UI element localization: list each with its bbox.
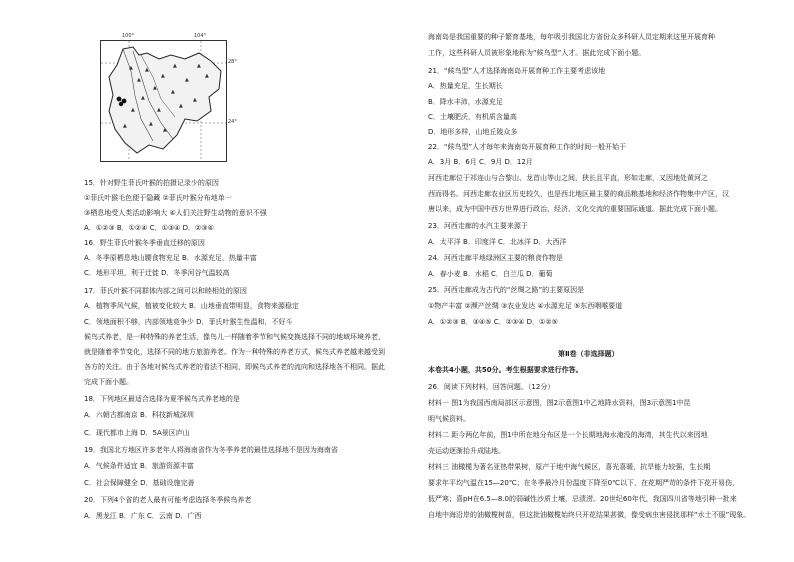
question-23: 23．河西走廊的水汽主要来源于 xyxy=(428,222,528,230)
svg-text:▲: ▲ xyxy=(193,97,197,103)
q18-ab: A．六朝古都南京 B．科技新城深圳 xyxy=(84,411,194,419)
lat-label-28: 28° xyxy=(228,59,237,65)
material-2-line-1: 材料二 距今两亿年前，图1中所在地分布区是一个长期地海水淹没的海湾，其生代以来因地 xyxy=(428,431,708,439)
question-20: 20．下列4个省的老人最有可能考虑选择冬季候鸟养老 xyxy=(84,496,252,504)
lon-label-100: 100° xyxy=(122,33,135,39)
question-24: 24．河西走廊平地绿洲区主要的粮食作物是 xyxy=(428,254,563,262)
svg-text:▲: ▲ xyxy=(153,85,157,91)
svg-text:▲: ▲ xyxy=(161,73,165,79)
q16-cd: C．地形平坦，利于迁徙 D．冬季河谷气温较高 xyxy=(84,269,230,277)
q25-answers: A．①②③ B．③④⑤ C．②③④ D．①②⑤ xyxy=(428,318,558,326)
q17-cd: C．领地面积不够，内部领地竞争少 D．菲氏叶猴生性温和，不好斗 xyxy=(84,318,293,326)
lon-label-104: 104° xyxy=(194,33,207,39)
question-17: 17．菲氏叶猴不同群体内部之间可以和睦相处的原因 xyxy=(84,287,247,295)
material-3-line-4: 自地中海沿岸的油橄榄树苗，但这批油橄榄始终只开花结果甚微，像受病虫害侵扰那样“水土不服”现象。 xyxy=(428,511,751,519)
svg-text:▲: ▲ xyxy=(197,63,201,69)
material-1-line-1: 材料一 图1为我国西南局部区示意图，图2示意图1中乙地降水资料，图3示意图1中昆 xyxy=(428,399,691,407)
svg-text:▲: ▲ xyxy=(129,65,133,71)
intro-line-2: 工作，这些科研人员被形象地称为“候鸟型”人才。据此完成下面小题。 xyxy=(428,49,646,57)
q16-ab: A．冬季原栖息地山腰食物充足 B．水源充足，热量丰富 xyxy=(84,254,257,262)
svg-text:▲: ▲ xyxy=(205,73,209,79)
svg-text:▲: ▲ xyxy=(137,77,141,83)
question-19: 19．我国北方地区许多老年人将海南省作为冬季养老的最佳选择地不是因为海南省 xyxy=(84,446,338,454)
q15-answers: A．①②③ B．①②④ C．①③④ D．②③④ xyxy=(84,224,214,232)
q20-answers: A．黑龙江 B．广东 C．云南 D．广西 xyxy=(84,512,202,520)
q17-ab: A．植物季风气候，植被变化较大 B．山地垂直带明显，食物来源稳定 xyxy=(84,302,299,310)
q15-options-2: ③栖息地受人类活动影响大 ④人们关注野生动物的意识不强 xyxy=(84,209,267,217)
question-21: 21．“候鸟型”人才选择海南岛开展育种工作主要考虑该地 xyxy=(428,67,606,75)
yunnan-map xyxy=(100,40,227,162)
question-26: 26．阅读下列材料，回答问题。（12分） xyxy=(428,383,555,391)
svg-text:▲: ▲ xyxy=(179,103,183,109)
q21-a: A．热量充足，生长期长 xyxy=(428,82,503,90)
svg-text:▲: ▲ xyxy=(185,77,189,83)
intro-line-1: 海南岛是我国重要的种子繁育基地，每年吸引我国北方省份众多科研人员定期来这里开展育种 xyxy=(428,33,715,41)
passage-line-2: 就是随着季节变化，选择不同的地方旅游养老。作为一种特殊的养老方式，候鸟式养老越来越受到 xyxy=(84,348,385,356)
material-3-line-2: 要求年平均气温在15—20℃；在冬季最冷月份温度下降至0℃以下，在花期严苛的条件下花开易伤， xyxy=(428,479,739,487)
q19-ab: A．气候条件适宜 B．旅游资源丰富 xyxy=(84,462,194,470)
svg-text:▲: ▲ xyxy=(141,95,145,101)
q19-cd: C．社会保障健全 D．基础设施完善 xyxy=(84,479,195,487)
material-2-line-2: 壳运动逐渐抬升成陆地。 xyxy=(428,447,505,455)
svg-text:▲: ▲ xyxy=(123,123,127,129)
map-figure xyxy=(101,41,226,161)
q21-c: C．土壤肥沃，有机质含量高 xyxy=(428,113,517,121)
q15-options-1: ①菲氏叶猴毛色便于隐藏 ②菲氏叶猴分布地单一 xyxy=(84,194,232,202)
svg-text:▲: ▲ xyxy=(173,63,177,69)
material-3-line-3: 低严寒；喜pH在6.5—8.0的弱碱性沙质土壤，忌渍涝。20世纪60年代，我国四川省等地引种一批来 xyxy=(428,495,737,503)
q22-answers: A．3月 B．6月 C．9月 D．12月 xyxy=(428,158,533,166)
passage-line-4: 完成下面小题。 xyxy=(84,378,133,386)
material-1-line-2: 明气候资料。 xyxy=(428,415,470,423)
svg-text:▲: ▲ xyxy=(149,121,153,127)
material-3-line-1: 材料三 油橄榄为著名亚热带果树，原产于地中海气候区，喜光喜暖，抗旱能力较强，生长期 xyxy=(428,463,711,471)
svg-text:▲: ▲ xyxy=(157,107,161,113)
q23-answers: A．太平洋 B．印度洋 C．北冰洋 D．大西洋 xyxy=(428,238,567,246)
lat-label-24: 24° xyxy=(228,119,237,125)
passage-line-1: 候鸟式养老，是一种特殊的养老生活，像鸟儿一样随着季节和气候变换选择不同的地域环境养老， xyxy=(84,333,385,341)
question-18: 18．下列地区最适合选择为夏季候鸟式养老地的是 xyxy=(84,395,240,403)
svg-text:▲: ▲ xyxy=(145,67,149,73)
svg-text:▲: ▲ xyxy=(163,127,167,133)
hexi-line-1: 河西走廊位于祁连山与合黎山、龙首山等山之间，狭长且平直，形如走廊，又因地处黄河之 xyxy=(428,174,708,182)
section-2-note: 本卷共4小题，共50分。考生根据要求进行作答。 xyxy=(428,366,583,374)
hexi-line-2: 西而得名。河西走廊农业区历史较久，也是西北地区最主要的商品粮基地和经济作物集中产区，汉 xyxy=(428,190,729,198)
question-22: 22．“候鸟型”人才每年来海南岛开展育种工作的时间一般开始于 xyxy=(428,143,627,151)
q25-options: ①物产丰富 ②濒产丝绸 ③农业发达 ④水源充足 ⑤东西咽喉要道 xyxy=(428,302,623,310)
q21-d: D．地形多样，山地丘陵众多 xyxy=(428,128,518,136)
q18-cd: C．现代都市上海 D．5A景区庐山 xyxy=(84,429,190,437)
passage-line-3: 各方的关注。由于各地对候鸟式养老的看法不相同，即候鸟式养老的流向和选择地各不相同。据此 xyxy=(84,363,385,371)
question-25: 25．河西走廊成为古代的“丝绸之路”的主要原因是 xyxy=(428,286,585,294)
section-2-title: 第Ⅱ卷（非选择题） xyxy=(558,350,619,358)
q24-answers: A．春小麦 B．水稻 C．白兰瓜 D．葡萄 xyxy=(428,270,553,278)
hexi-line-3: 唐以来，成为中国中西方世界进行政治、经济、文化交流的重要国际通道。据此完成下面小题。 xyxy=(428,205,722,213)
question-15: 15．针对野生菲氏叶猴的拍摄记录少的原因 xyxy=(84,179,219,187)
svg-text:▲: ▲ xyxy=(131,107,135,113)
svg-text:▲: ▲ xyxy=(171,89,175,95)
question-16: 16．野生菲氏叶猴冬季垂直迁移的原因 xyxy=(84,239,205,247)
q21-b: B．降水丰沛，水源充足 xyxy=(428,98,503,106)
